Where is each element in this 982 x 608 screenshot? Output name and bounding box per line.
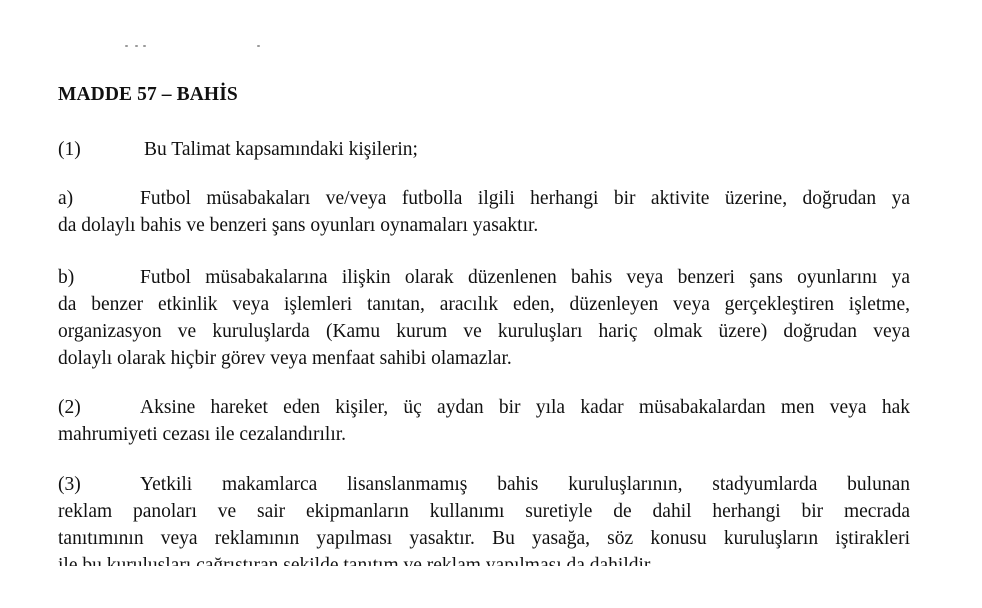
- line-text: Yetkili makamlarca lisanslanmamış bahis kuruluşlarının, stadyumlarda bulunan: [140, 474, 910, 495]
- paragraph-marker: (3): [58, 474, 81, 495]
- line-text: Bu Talimat kapsamındaki kişilerin;: [144, 139, 418, 160]
- paragraph-2: [58, 394, 910, 448]
- paragraph-line: organizasyon ve kuruluşlarda (Kamu kurum ve kuruluşları hariç olmak üzere) doğrudan veya: [58, 321, 910, 342]
- line-text: Futbol müsabakaları ve/veya futbolla ilgili herhangi bir aktivite üzerine, doğrudan ya: [140, 188, 910, 209]
- paragraph-a: [58, 185, 910, 239]
- speck: [143, 45, 146, 47]
- paragraph-3: [58, 471, 910, 579]
- paragraph-line: reklam panoları ve sair ekipmanların kullanımı suretiyle de dahil herhangi bir mecrada: [58, 501, 910, 522]
- paragraph-1: [58, 136, 910, 163]
- image-crop-edge: [0, 566, 982, 608]
- paragraph-line: da benzer etkinlik veya işlemleri tanıtan, aracılık eden, düzenleyen veya gerçekleştiren işletme,: [58, 294, 910, 315]
- speck: [257, 45, 260, 47]
- paragraph-line: [58, 394, 910, 421]
- paragraph-marker: a): [58, 188, 74, 209]
- paragraph-marker: b): [58, 267, 75, 288]
- paragraph-line: dolaylı olarak hiçbir görev veya menfaat sahibi olamazlar.: [58, 348, 512, 369]
- speck: [125, 45, 128, 47]
- paragraph-marker: (2): [58, 397, 81, 418]
- line-text: Futbol müsabakalarına ilişkin olarak düzenlenen bahis veya benzeri şans oyunlarını ya: [140, 267, 910, 288]
- paragraph-line: mahrumiyeti cezası ile cezalandırılır.: [58, 424, 347, 445]
- speck: [135, 45, 138, 47]
- paragraph-b: [58, 264, 910, 372]
- scan-specks: [125, 43, 285, 49]
- line-text: Aksine hareket eden kişiler, üç aydan bir yıla kadar müsabakalardan men veya hak: [140, 397, 910, 418]
- paragraph-line: [58, 136, 910, 163]
- paragraph-marker: (1): [58, 139, 81, 160]
- article-heading: MADDE 57 – BAHİS: [58, 84, 238, 105]
- paragraph-line: [58, 185, 910, 212]
- paragraph-line: da dolaylı bahis ve benzeri şans oyunları oynamaları yasaktır.: [58, 215, 539, 236]
- paragraph-line: [58, 471, 910, 498]
- paragraph-line: [58, 264, 910, 291]
- paragraph-line: tanıtımının veya reklamının yapılması yasaktır. Bu yasağa, söz konusu kuruluşların iştirakleri: [58, 528, 910, 549]
